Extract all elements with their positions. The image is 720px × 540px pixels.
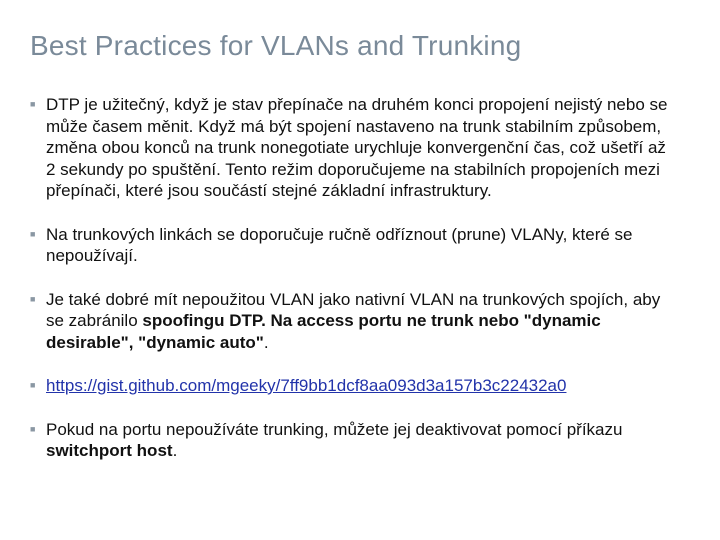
bullet-text-part: . [263,332,269,352]
square-bullet-icon: ■ [30,380,36,390]
bullet-text [46,289,680,354]
bullet-text [46,224,680,267]
bullet-text-part: . [172,441,178,460]
square-bullet-icon: ■ [30,423,36,434]
bullet-text-bold: spoofingu DTP. Na access portu ne trunk nebo "dynamic desirable", "dynamic auto" [46,311,601,352]
bullet-text [46,375,680,397]
bullet-text [46,94,680,202]
bullet-text-part: DTP je užitečný, když je stav přepínače na druhém konci propojení nejistý nebo se může časem měnit. Když má být spojení nastaveno na trunk stabilním způsobem, změna obou konců na trunk nonegotiate urychluje konvergenční čas, což ušetří až 2 sekundy po spuštění. Tento režim doporučujeme na stabilních propojeních mezi přepínači, které jsou součástí stejné základní infrastruktury. [46,95,668,200]
bullet-text [46,419,680,462]
square-bullet-icon: ■ [30,228,36,239]
bullet-item [30,224,680,267]
square-bullet-icon: ■ [30,99,36,109]
bullet-list [30,94,680,484]
bullet-text-part: Je také dobré mít nepoužitou VLAN jako nativní VLAN na trunkových spojích, aby se zabránilo [46,289,661,330]
bullet-text-bold: switchport host [46,441,173,460]
bullet-item [30,375,680,397]
square-bullet-icon: ■ [30,293,36,304]
bullet-item [30,94,680,202]
slide-title: Best Practices for VLANs and Trunking [30,30,522,61]
bullet-item [30,289,680,354]
bullet-item [30,419,680,462]
bullet-text-part: Na trunkových linkách se doporučuje ručně odříznout (prune) VLANy, které se nepoužívají. [46,224,633,265]
bullet-text-part: Pokud na portu nepoužíváte trunking, můžete jej deaktivovat pomocí příkazu [46,419,623,439]
gist-link[interactable]: https://gist.github.com/mgeeky/7ff9bb1dcf8aa093d3a157b3c22432a0 [46,376,567,395]
